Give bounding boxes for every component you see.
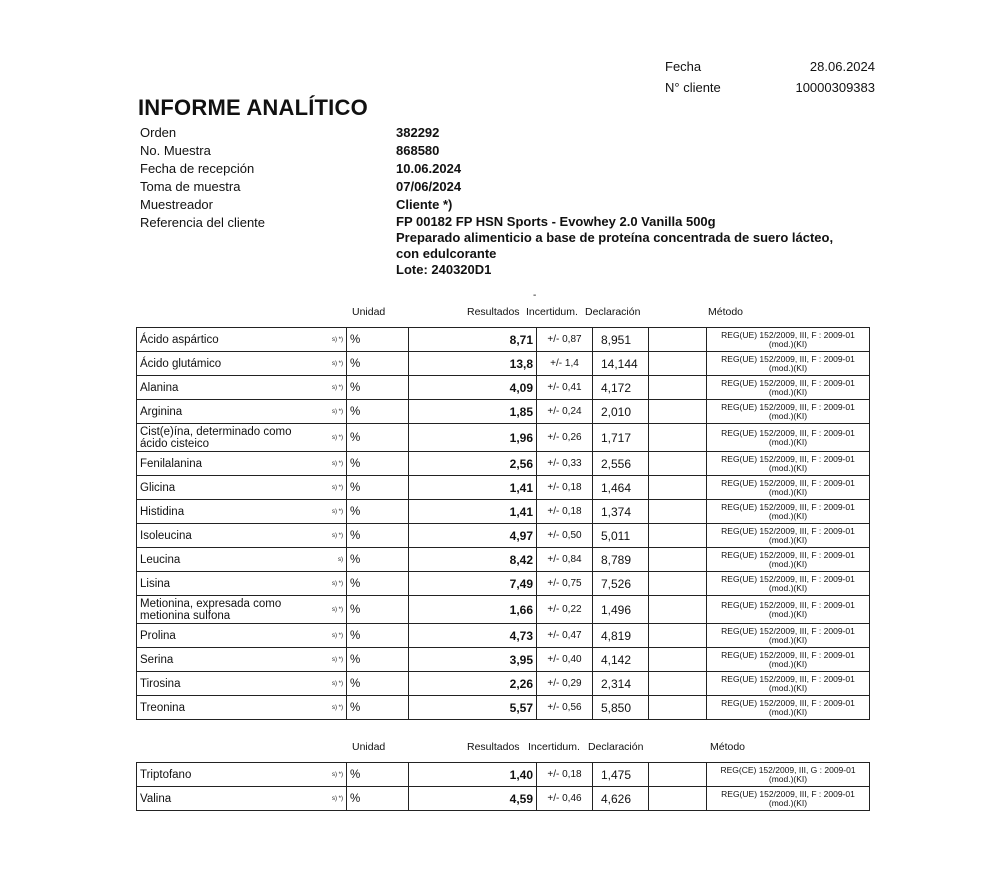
declared-value: 2,556 [593,452,649,476]
cliente-row [665,77,875,98]
empty-cell [649,763,707,787]
uncertainty-value: +/- 0,75 [537,572,593,596]
uncertainty-value: +/- 0,41 [537,376,593,400]
unit-cell: % [347,548,409,572]
uncertainty-value: +/- 0,26 [537,424,593,452]
table-row [137,376,870,400]
footnote-ref: s) *) [313,672,347,696]
table-row [137,400,870,424]
analyte-name: Fenilalanina [137,452,313,476]
muestra-value: 868580 [396,143,440,158]
muestra-row [140,142,886,160]
footnote-ref: s) *) [313,500,347,524]
recepcion-row [140,160,886,178]
declared-value: 4,172 [593,376,649,400]
col-metodo: Método [710,741,746,753]
analyte-name: Valina [137,787,313,811]
footnote-ref: s) *) [313,787,347,811]
declared-value: 5,011 [593,524,649,548]
method-cell: REG(UE) 152/2009, III, F : 2009-01 (mod.)(KI) [707,400,870,424]
col-incertidum: Incertidum. [526,306,578,318]
uncertainty-value: +/- 0,22 [537,596,593,624]
result-value: 2,26 [409,672,537,696]
analyte-name: Leucina [137,548,313,572]
result-value: 1,40 [409,763,537,787]
table1-column-header [136,306,869,322]
cliente-label: N° cliente [665,80,721,95]
analyte-name: Glicina [137,476,313,500]
unit-cell: % [347,328,409,352]
method-cell: REG(UE) 152/2009, III, F : 2009-01 (mod.)(KI) [707,572,870,596]
empty-cell [649,596,707,624]
declared-value: 1,475 [593,763,649,787]
footnote-ref: s) *) [313,376,347,400]
analyte-name: Triptofano [137,763,313,787]
unit-cell: % [347,424,409,452]
empty-cell [649,672,707,696]
footnote-ref: s) [313,548,347,572]
table-row [137,596,870,624]
footnote-ref: s) *) [313,400,347,424]
orden-value: 382292 [396,125,440,140]
orden-label: Orden [140,125,177,140]
result-value: 8,71 [409,328,537,352]
cliente-value: 10000309383 [795,80,875,95]
empty-cell [649,376,707,400]
unit-cell: % [347,572,409,596]
col-declaracion: Declaración [585,306,641,318]
result-value: 4,97 [409,524,537,548]
declared-value: 7,526 [593,572,649,596]
analyte-name: Lisina [137,572,313,596]
analyte-name: Prolina [137,624,313,648]
uncertainty-value: +/- 0,18 [537,476,593,500]
footnote-ref: s) *) [313,352,347,376]
unit-cell: % [347,787,409,811]
empty-cell [649,624,707,648]
table-row [137,648,870,672]
referencia-line: Lote: 240320D1 [396,262,492,277]
muestreador-value: Cliente *) [396,197,453,212]
declared-value: 1,717 [593,424,649,452]
empty-cell [649,548,707,572]
table-row [137,672,870,696]
uncertainty-value: +/- 0,18 [537,763,593,787]
referencia-value [396,214,886,278]
uncertainty-value: +/- 0,33 [537,452,593,476]
table-row [137,524,870,548]
table-row [137,696,870,720]
table-row [137,500,870,524]
toma-label: Toma de muestra [140,179,241,194]
method-cell: REG(UE) 152/2009, III, F : 2009-01 (mod.)(KI) [707,672,870,696]
fecha-row [665,56,875,77]
method-cell: REG(UE) 152/2009, III, F : 2009-01 (mod.)(KI) [707,696,870,720]
method-cell: REG(UE) 152/2009, III, F : 2009-01 (mod.)(KI) [707,524,870,548]
result-value: 7,49 [409,572,537,596]
col-unidad: Unidad [352,306,386,318]
analyte-name: Tirosina [137,672,313,696]
method-cell: REG(CE) 152/2009, III, G : 2009-01 (mod.)(KI) [707,763,870,787]
empty-cell [649,648,707,672]
uncertainty-value: +/- 0,40 [537,648,593,672]
declared-value: 2,314 [593,672,649,696]
analyte-name: Metionina, expresada como metionina sulfona [137,596,313,624]
analyte-name: Ácido aspártico [137,328,313,352]
uncertainty-value: +/- 1,4 [537,352,593,376]
table-row [137,548,870,572]
sample-info [140,124,886,278]
col-resultados: Resultados [467,306,520,318]
analyte-name: Cist(e)ína, determinado como ácido cisteico [137,424,313,452]
uncertainty-value: +/- 0,47 [537,624,593,648]
empty-cell [649,452,707,476]
method-cell: REG(UE) 152/2009, III, F : 2009-01 (mod.)(KI) [707,424,870,452]
declared-value: 8,789 [593,548,649,572]
col-unidad: Unidad [352,741,386,753]
separator-mark: - [533,290,537,301]
table-row [137,572,870,596]
declared-value: 4,819 [593,624,649,648]
result-value: 4,73 [409,624,537,648]
declared-value: 2,010 [593,400,649,424]
uncertainty-value: +/- 0,56 [537,696,593,720]
table-row [137,476,870,500]
uncertainty-value: +/- 0,84 [537,548,593,572]
footnote-ref: s) *) [313,596,347,624]
method-cell: REG(UE) 152/2009, III, F : 2009-01 (mod.)(KI) [707,452,870,476]
footnote-ref: s) *) [313,424,347,452]
method-cell: REG(UE) 152/2009, III, F : 2009-01 (mod.)(KI) [707,352,870,376]
table2-column-header [136,741,869,757]
uncertainty-value: +/- 0,50 [537,524,593,548]
declared-value: 8,951 [593,328,649,352]
amino-acid-table [136,327,870,720]
result-value: 1,41 [409,476,537,500]
muestreador-label: Muestreador [140,197,213,212]
analyte-name: Serina [137,648,313,672]
uncertainty-value: +/- 0,18 [537,500,593,524]
referencia-label: Referencia del cliente [140,215,266,230]
result-value: 8,42 [409,548,537,572]
result-value: 4,09 [409,376,537,400]
footnote-ref: s) *) [313,476,347,500]
analyte-name: Alanina [137,376,313,400]
result-value: 3,95 [409,648,537,672]
toma-value: 07/06/2024 [396,179,462,194]
declared-value: 5,850 [593,696,649,720]
method-cell: REG(UE) 152/2009, III, F : 2009-01 (mod.)(KI) [707,596,870,624]
footnote-ref: s) *) [313,452,347,476]
result-value: 5,57 [409,696,537,720]
muestra-label: No. Muestra [140,143,211,158]
unit-cell: % [347,376,409,400]
empty-cell [649,524,707,548]
recepcion-label: Fecha de recepción [140,161,255,176]
declared-value: 14,144 [593,352,649,376]
empty-cell [649,400,707,424]
empty-cell [649,696,707,720]
unit-cell: % [347,763,409,787]
muestreador-row [140,196,886,214]
declared-value: 4,142 [593,648,649,672]
result-value: 1,85 [409,400,537,424]
unit-cell: % [347,648,409,672]
analyte-name: Isoleucina [137,524,313,548]
unit-cell: % [347,352,409,376]
result-value: 1,41 [409,500,537,524]
result-value: 2,56 [409,452,537,476]
fecha-value: 28.06.2024 [809,59,875,74]
declared-value: 4,626 [593,787,649,811]
unit-cell: % [347,596,409,624]
referencia-line: FP 00182 FP HSN Sports - Evowhey 2.0 Vanilla 500g [396,214,716,229]
analyte-name: Treonina [137,696,313,720]
table-row [137,452,870,476]
unit-cell: % [347,452,409,476]
table-row [137,787,870,811]
table-row [137,763,870,787]
unit-cell: % [347,524,409,548]
fecha-label: Fecha [665,59,702,74]
referencia-line: con edulcorante [396,246,497,261]
col-declaracion: Declaración [588,741,644,753]
referencia-row [140,214,886,278]
col-resultados: Resultados [467,741,520,753]
col-metodo: Método [708,306,744,318]
empty-cell [649,476,707,500]
method-cell: REG(UE) 152/2009, III, F : 2009-01 (mod.)(KI) [707,624,870,648]
empty-cell [649,572,707,596]
table-row [137,328,870,352]
method-cell: REG(UE) 152/2009, III, F : 2009-01 (mod.)(KI) [707,548,870,572]
method-cell: REG(UE) 152/2009, III, F : 2009-01 (mod.)(KI) [707,476,870,500]
toma-row [140,178,886,196]
unit-cell: % [347,500,409,524]
method-cell: REG(UE) 152/2009, III, F : 2009-01 (mod.)(KI) [707,328,870,352]
declared-value: 1,464 [593,476,649,500]
result-value: 1,96 [409,424,537,452]
analyte-name: Arginina [137,400,313,424]
footnote-ref: s) *) [313,696,347,720]
report-header-meta [665,56,875,98]
method-cell: REG(UE) 152/2009, III, F : 2009-01 (mod.)(KI) [707,787,870,811]
analyte-name: Ácido glutámico [137,352,313,376]
footnote-ref: s) *) [313,328,347,352]
empty-cell [649,328,707,352]
referencia-line: Preparado alimenticio a base de proteína concentrada de suero lácteo, [396,230,834,245]
amino-acid-table-2 [136,762,870,811]
report-title: INFORME ANALÍTICO [138,95,368,120]
unit-cell: % [347,624,409,648]
footnote-ref: s) *) [313,572,347,596]
method-cell: REG(UE) 152/2009, III, F : 2009-01 (mod.)(KI) [707,648,870,672]
table-row [137,624,870,648]
empty-cell [649,787,707,811]
uncertainty-value: +/- 0,29 [537,672,593,696]
empty-cell [649,500,707,524]
footnote-ref: s) *) [313,524,347,548]
empty-cell [649,352,707,376]
recepcion-value: 10.06.2024 [396,161,462,176]
declared-value: 1,496 [593,596,649,624]
method-cell: REG(UE) 152/2009, III, F : 2009-01 (mod.)(KI) [707,500,870,524]
uncertainty-value: +/- 0,24 [537,400,593,424]
unit-cell: % [347,672,409,696]
orden-row [140,124,886,142]
footnote-ref: s) *) [313,624,347,648]
col-incertidum: Incertidum. [528,741,580,753]
footnote-ref: s) *) [313,648,347,672]
empty-cell [649,424,707,452]
result-value: 1,66 [409,596,537,624]
unit-cell: % [347,476,409,500]
analyte-name: Histidina [137,500,313,524]
uncertainty-value: +/- 0,46 [537,787,593,811]
method-cell: REG(UE) 152/2009, III, F : 2009-01 (mod.)(KI) [707,376,870,400]
table-row [137,352,870,376]
footnote-ref: s) *) [313,763,347,787]
declared-value: 1,374 [593,500,649,524]
result-value: 4,59 [409,787,537,811]
uncertainty-value: +/- 0,87 [537,328,593,352]
result-value: 13,8 [409,352,537,376]
table-row [137,424,870,452]
unit-cell: % [347,696,409,720]
unit-cell: % [347,400,409,424]
